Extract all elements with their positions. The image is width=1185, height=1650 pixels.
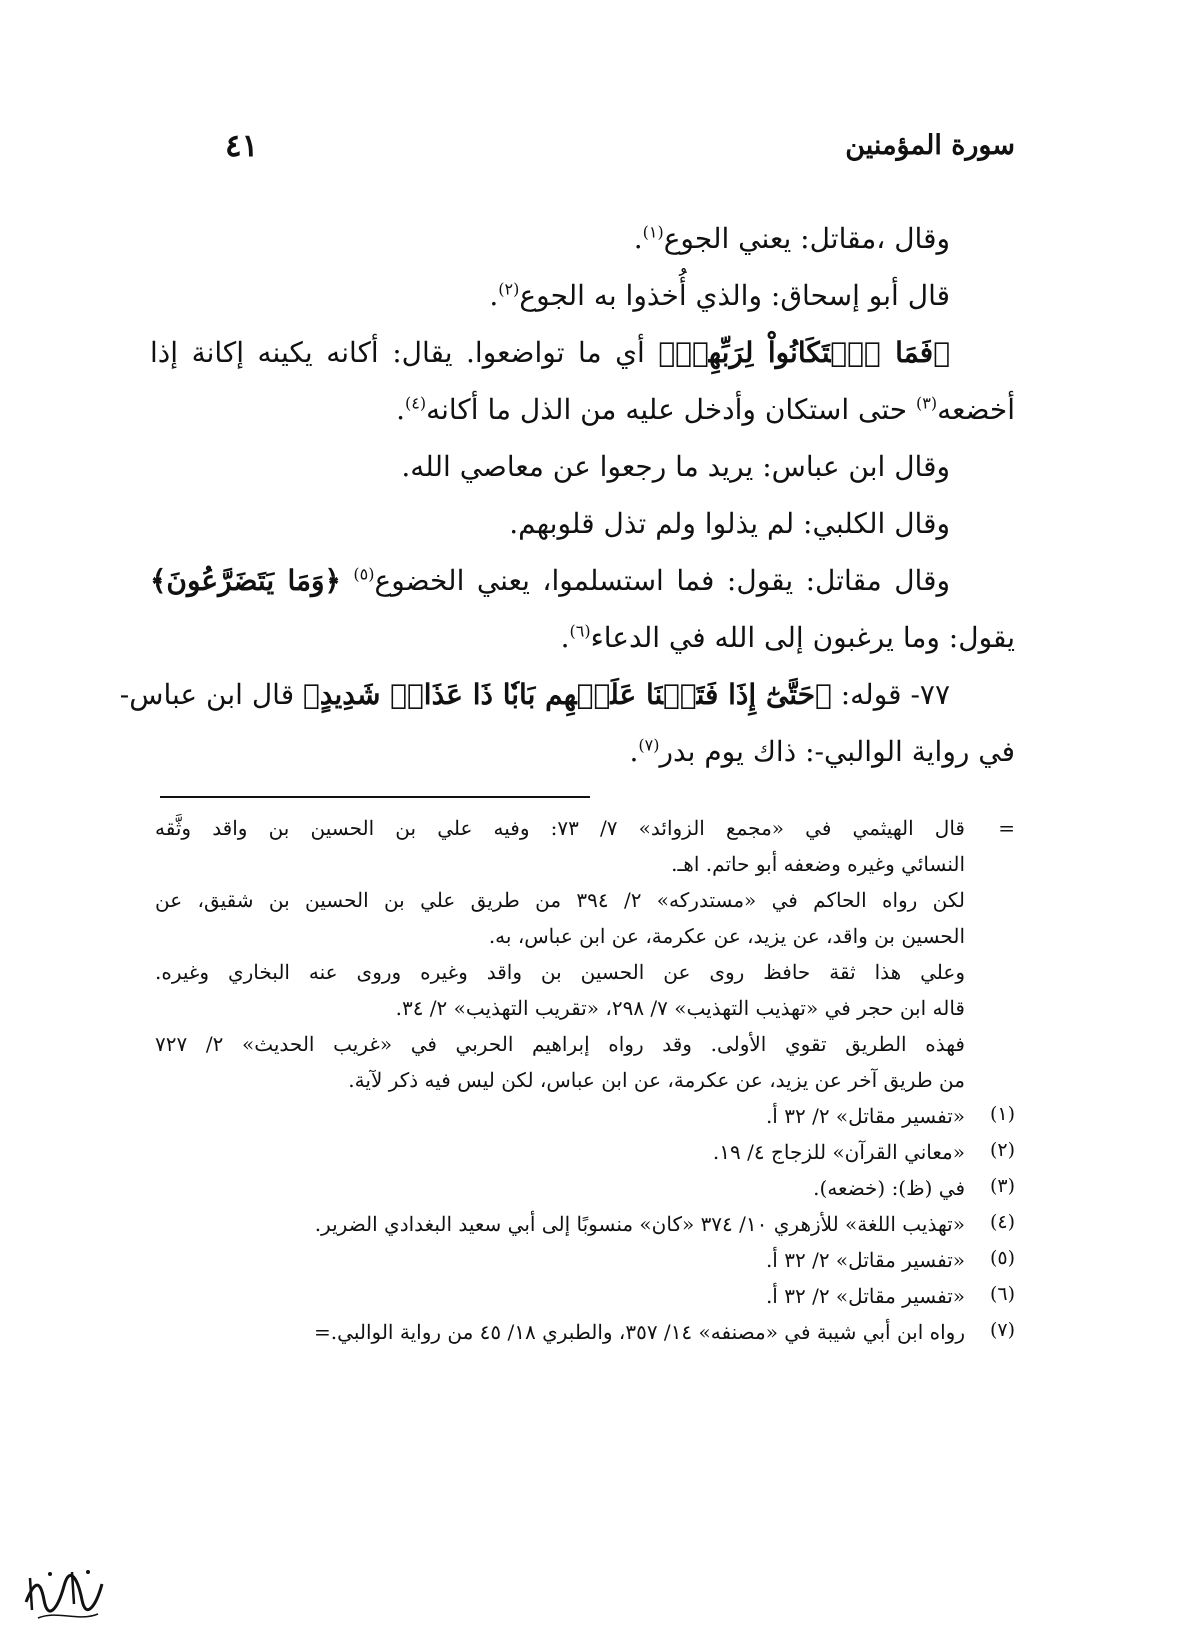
footnote-number: (٤) <box>989 1211 1015 1233</box>
quran-verse: ﴿فَمَا ٱسۡتَكَانُواْ لِرَبِّهِمۡ﴾ <box>658 336 950 369</box>
line-text: أي ما تواضعوا. يقال: أكانه يكينه إكانة إذا <box>150 336 645 369</box>
quran-verse: ﴿حَتَّىٰٓ إِذَا فَتَحۡنَا عَلَيۡهِم بَابٗا ذَا عَذَابٖ شَدِيدٍ﴾ <box>302 678 832 711</box>
footnotes <box>155 810 1015 1350</box>
text-line-5 <box>150 438 1015 495</box>
footnote-4 <box>155 1206 1015 1242</box>
footnote-number: (٣) <box>989 1175 1015 1197</box>
page-header <box>200 130 1015 180</box>
footnote-ref: (٢) <box>498 279 520 299</box>
verse-number-text: ٧٧- قوله: <box>840 678 950 711</box>
continuation-marker: = <box>998 816 1015 840</box>
line-text: وقال مقاتل: يقول: فما استسلموا، يعني الخضوع <box>374 564 950 597</box>
text-line-6 <box>150 495 1015 552</box>
footnote-text: فهذه الطريق تقوي الأولى. وقد رواه إبراهيم الحربي في «غريب الحديث» ٢/ ٧٢٧ <box>155 1032 965 1056</box>
main-text <box>119 210 1015 780</box>
footnote-ref: (٦) <box>569 621 591 641</box>
footnote-text: قاله ابن حجر في «تهذيب التهذيب» ٧/ ٢٩٨، «تقريب التهذيب» ٢/ ٣٤. <box>395 996 965 1020</box>
quran-verse: ﴿وَمَا يَتَضَرَّعُونَ﴾ <box>150 564 341 597</box>
footnote-2 <box>155 1134 1015 1170</box>
footnote-text: قال الهيثمي في «مجمع الزوائد» ٧/ ٧٣: وفيه علي بن الحسين بن واقد وثَّقه <box>155 816 965 840</box>
footnote-continuation-line <box>155 882 1015 918</box>
footnote-continuation-line <box>155 810 1015 846</box>
footnote-separator <box>160 796 590 798</box>
footnote-number: (٧) <box>989 1319 1015 1341</box>
footnote-text: «معاني القرآن» للزجاج ٤/ ١٩. <box>712 1140 965 1164</box>
footnote-continuation-line <box>155 918 1015 954</box>
line-text: يقول: وما يرغبون إلى الله في الدعاء <box>590 621 1015 654</box>
footnote-text: «تفسير مقاتل» ٢/ ٣٢ أ. <box>765 1248 965 1272</box>
footnote-5 <box>155 1242 1015 1278</box>
line-text: حتى استكان وأدخل عليه من الذل ما أكانه <box>426 393 908 426</box>
text-line-2: قال أبو إسحاق: والذي أُخذوا به الجوع$^{(٢)}$. <box>489 279 950 312</box>
text-line-8: يقول: وما يرغبون إلى الله في الدعاء$^{(٦)}$. <box>560 621 1015 654</box>
text-line-3 <box>150 324 1015 381</box>
footnote-continuation-line <box>155 846 1015 882</box>
footnote-text: الحسين بن واقد، عن يزيد، عن عكرمة، عن ابن عباس، به. <box>488 924 965 948</box>
text-line-9 <box>119 666 1015 723</box>
footnote-number: (٦) <box>989 1283 1015 1305</box>
line-text: أخضعه <box>937 393 1015 426</box>
text-line-10: في رواية الوالبي-: ذاك يوم بدر$^{(٧)}$. <box>629 735 1015 768</box>
footnote-number: (١) <box>989 1103 1015 1125</box>
line-text: في رواية الوالبي-: ذاك يوم بدر <box>659 735 1015 768</box>
footnote-continuation-line <box>155 1026 1015 1062</box>
footnote-ref: (٣) <box>916 393 938 413</box>
footnote-number: (٢) <box>989 1139 1015 1161</box>
footnote-continuation-line <box>155 954 1015 990</box>
footnote-text: لكن رواه الحاكم في «مستدركه» ٢/ ٣٩٤ من طريق علي بن الحسين بن شقيق، عن <box>155 888 966 912</box>
footnote-ref: (٥) <box>353 564 375 584</box>
surah-title: سورة المؤمنين <box>845 130 1015 161</box>
footnote-7 <box>155 1314 1015 1350</box>
page-number: ٤١ <box>225 128 259 164</box>
footnote-ref: (٤) <box>405 393 427 413</box>
footnote-continuation-line <box>155 1062 1015 1098</box>
footnote-ref: (٧) <box>638 735 660 755</box>
footnote-3 <box>155 1170 1015 1206</box>
footnote-text: النسائي وغيره وضعفه أبو حاتم. اهـ. <box>671 852 965 876</box>
footnote-continuation-line <box>155 990 1015 1026</box>
line-text: وقال ابن عباس: يريد ما رجعوا عن معاصي الله. <box>401 450 950 483</box>
footnote-text: وعلي هذا ثقة حافظ روى عن الحسين بن واقد وغيره وروى عنه البخاري وغيره. <box>155 960 965 984</box>
footnote-text: في (ظ): (خضعه). <box>813 1176 965 1200</box>
calligraphy-logo <box>18 1560 108 1630</box>
footnote-number: (٥) <box>989 1247 1015 1269</box>
footnote-text: رواه ابن أبي شيبة في «مصنفه» ١٤/ ٣٥٧، والطبري ١٨/ ٤٥ من رواية الوالبي.= <box>314 1320 965 1344</box>
footnote-1 <box>155 1098 1015 1134</box>
line-text: قال أبو إسحاق: والذي أُخذوا به الجوع <box>519 279 950 312</box>
line-text: قال ابن عباس- <box>119 678 295 711</box>
footnote-text: «تفسير مقاتل» ٢/ ٣٢ أ. <box>765 1104 965 1128</box>
line-text: وقال ،مقاتل: يعني الجوع <box>663 222 950 255</box>
text-line-4: أخضعه$^{(٣)}$ حتى استكان وأدخل عليه من الذل ما أكانه$^{(٤)}$. <box>396 393 1015 426</box>
footnote-ref: (١) <box>642 222 664 242</box>
footnote-6 <box>155 1278 1015 1314</box>
footnote-text: «تهذيب اللغة» للأزهري ١٠/ ٣٧٤ «كان» منسوبًا إلى أبي سعيد البغدادي الضرير. <box>314 1212 965 1236</box>
footnote-text: «تفسير مقاتل» ٢/ ٣٢ أ. <box>765 1284 965 1308</box>
line-text: وقال الكلبي: لم يذلوا ولم تذل قلوبهم. <box>509 507 950 540</box>
text-line-1: وقال ،مقاتل: يعني الجوع$^{(١)}$. <box>633 222 950 255</box>
footnote-text: من طريق آخر عن يزيد، عن عكرمة، عن ابن عباس، لكن ليس فيه ذكر لآية. <box>348 1068 965 1092</box>
text-line-7 <box>150 552 1015 609</box>
